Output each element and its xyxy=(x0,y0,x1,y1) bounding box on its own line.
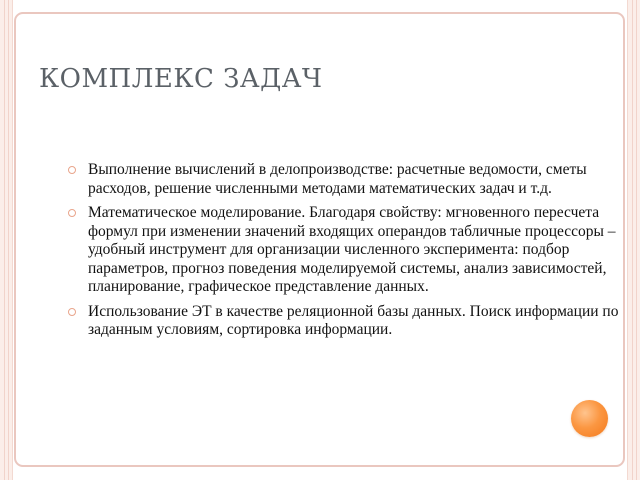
right-rail-line xyxy=(636,0,637,480)
ring-bullet-icon xyxy=(68,308,76,316)
left-rail-line xyxy=(8,0,9,480)
bullet-item xyxy=(68,204,620,297)
right-decorative-rail xyxy=(627,0,640,480)
slide-content xyxy=(68,161,620,346)
bullet-item xyxy=(68,161,620,198)
right-rail-line xyxy=(632,0,633,480)
orange-orb-icon xyxy=(571,400,608,437)
left-rail-line xyxy=(4,0,5,480)
ring-bullet-icon xyxy=(68,209,76,217)
bullet-text: Использование ЭТ в качестве реляционной базы данных. Поиск информации по заданным условиям, сортировка информации. xyxy=(88,302,619,338)
bullet-text: Выполнение вычислений в делопроизводстве: расчетные ведомости, сметы расходов, решение численными методами математических задач и т.д. xyxy=(88,161,587,197)
slide-title: КОМПЛЕКС ЗАДАЧ xyxy=(39,64,323,94)
left-decorative-rail xyxy=(0,0,13,480)
ring-bullet-icon xyxy=(68,166,76,174)
bullet-text: Математическое моделирование. Благодаря свойству: мгновенного пересчета формул при изменении значений входящих операндов табличные процессоры – удобный инструмент для организации численного эксперимента: подбор параметров, прогноз поведения моделируемой системы, анализ зависимостей, планирование, графическое представление данных. xyxy=(88,204,616,295)
bullet-item xyxy=(68,303,620,340)
bullet-list xyxy=(68,161,620,340)
